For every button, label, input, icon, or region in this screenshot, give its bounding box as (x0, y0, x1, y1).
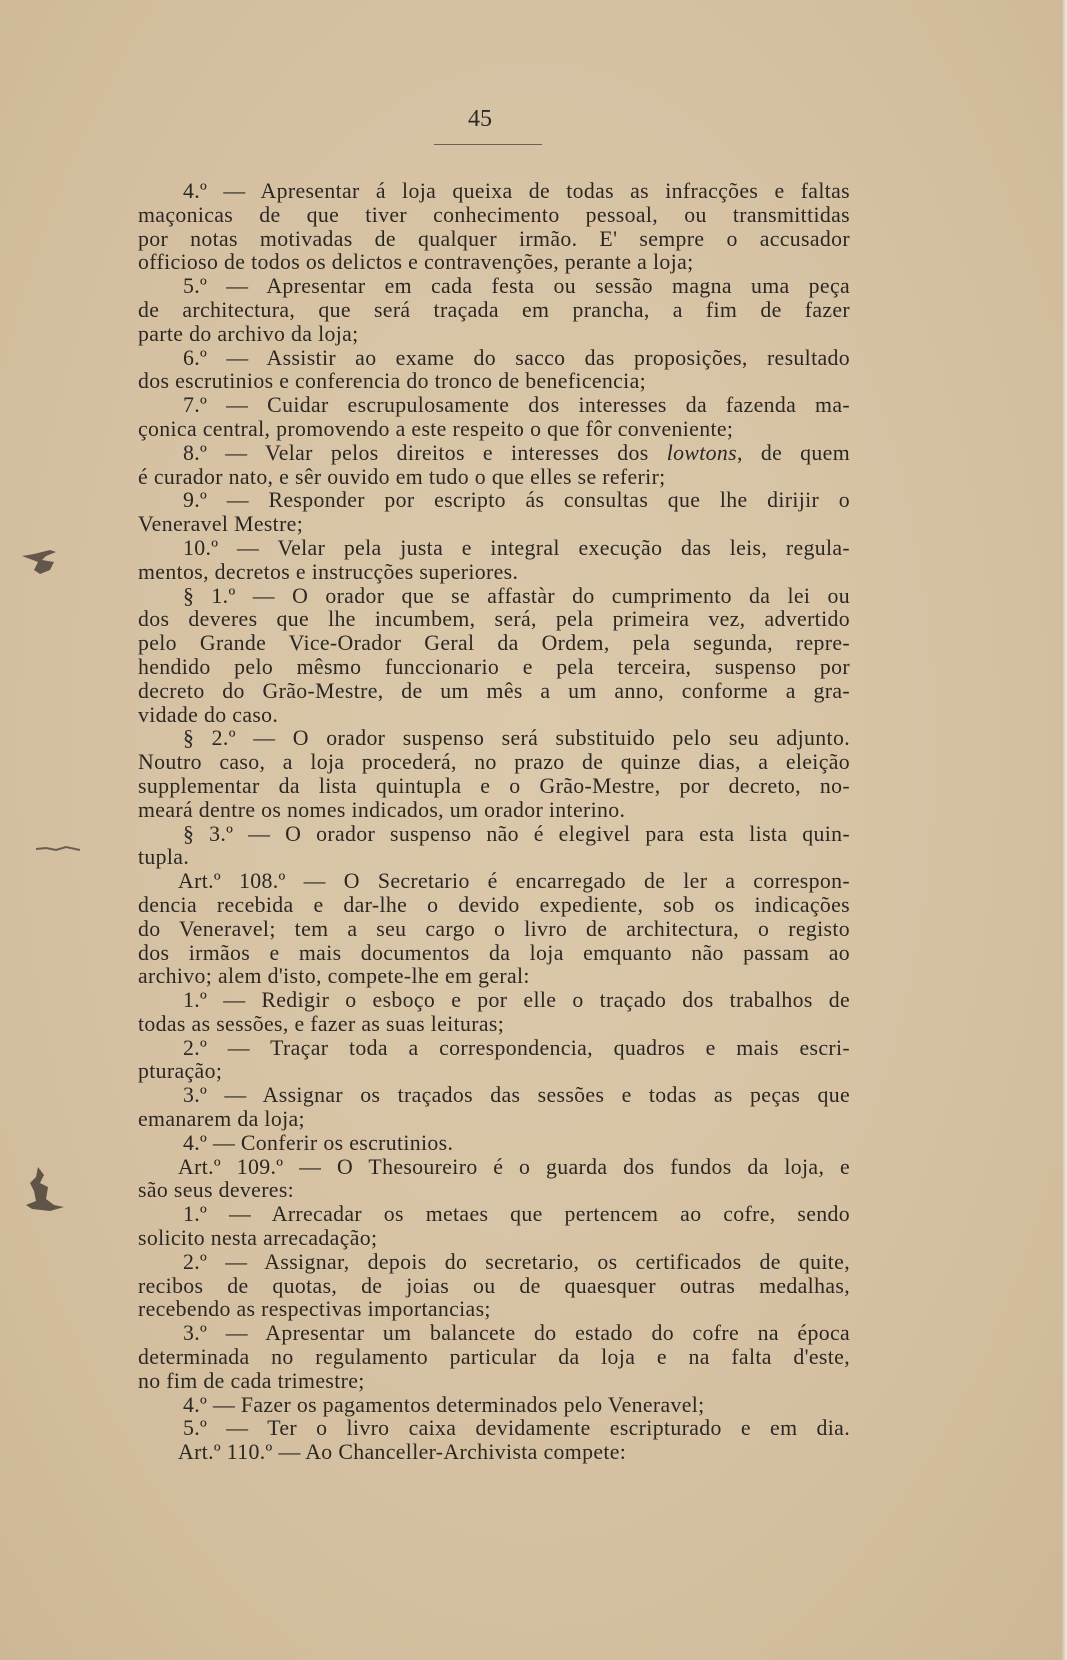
text-line: 5.º — Apresentar em cada festa ou sessão magna uma peça (183, 274, 850, 299)
text-line: § 1.º — O orador que se affastàr do cumprimento da lei ou (183, 583, 850, 608)
text-line: dos escrutinios e conferencia do tronco de beneficencia; (138, 369, 646, 394)
text-line: çonica central, promovendo a este respeito o que fôr conveniente; (138, 416, 734, 441)
text-line: § 2.º — O orador suspenso será substituido pelo seu adjunto. (183, 726, 850, 751)
text-line: Noutro caso, a loja procederá, no prazo de quinze dias, a eleição (138, 750, 850, 775)
text-line: recibos de quotas, de joias ou de quaesquer outras medalhas, (138, 1273, 850, 1298)
text-line: 10.º — Velar pela justa e integral execução das leis, regula- (183, 535, 850, 560)
text-line: é curador nato, e sêr ouvido em tudo o que elles se referir; (138, 464, 666, 489)
text-line: 1.º — Redigir o esboço e por elle o traçado dos trabalhos de (183, 988, 850, 1013)
page-number: 45 (468, 106, 492, 132)
text-line: vidade do caso. (138, 702, 279, 727)
page-number-rule (434, 144, 542, 145)
text-line: 4.º — Apresentar á loja queixa de todas as infracções e faltas (183, 179, 850, 203)
text-line: tupla. (138, 845, 190, 870)
margin-blemish-icon (36, 838, 80, 846)
text-line: 9.º — Responder por escripto ás consultas que lhe dirijir o (183, 488, 850, 513)
text-line: emanarem da loja; (138, 1107, 305, 1132)
text-line: Art.º 110.º — Ao Chanceller-Archivista compete: (178, 1440, 627, 1465)
text-line: por notas motivadas de qualquer irmão. E' sempre o accusador (138, 226, 850, 251)
text-line: pturação; (138, 1059, 223, 1084)
text-line: 1.º — Arrecadar os metaes que pertencem ao cofre, sendo (183, 1202, 850, 1227)
text-line: maçonicas de que tiver conhecimento pessoal, ou transmittidas (138, 202, 850, 227)
text-line: § 3.º — O orador suspenso não é elegivel para esta lista quin- (183, 821, 850, 846)
text-line: officioso de todos os delictos e contravenções, perante a loja; (138, 250, 694, 275)
text-line: 7.º — Cuidar escrupulosamente dos interesses da fazenda ma- (183, 393, 850, 418)
text-line: solicito nesta arrecadação; (138, 1226, 378, 1251)
text-line: Art.º 108.º — O Secretario é encarregado de ler a correspon- (178, 869, 850, 894)
text-line: 4.º — Fazer os pagamentos determinados pelo Veneravel; (183, 1392, 705, 1417)
text-line: 5.º — Ter o livro caixa devidamente escripturado e em dia. (183, 1416, 850, 1441)
text-line: 2.º — Traçar toda a correspondencia, quadros e mais escri- (183, 1035, 850, 1060)
text-line: supplementar da lista quintupla e o Grão-Mestre, por decreto, no- (138, 773, 850, 798)
margin-blemish-icon (20, 548, 60, 578)
text-line: dos irmãos e mais documentos da loja emquanto não passam ao (138, 940, 850, 965)
text-line: 6.º — Assistir ao exame do sacco das proposições, resultado (183, 345, 850, 370)
text-line: parte do archivo da loja; (138, 321, 359, 346)
text-line: determinada no regulamento particular da loja e na falta d'este, (138, 1345, 850, 1370)
text-line: Art.º 109.º — O Thesoureiro é o guarda dos fundos da loja, e (178, 1154, 850, 1179)
text-line: recebendo as respectivas importancias; (138, 1297, 491, 1322)
text-line: archivo; alem d'isto, compete-lhe em geral: (138, 964, 530, 989)
text-line: pelo Grande Vice-Orador Geral da Ordem, pela segunda, repre- (138, 631, 850, 656)
text-line: 8.º — Velar pelos direitos e interesses dos lowtons, de quem (183, 440, 850, 465)
text-line: 4.º — Conferir os escrutinios. (183, 1130, 454, 1155)
text-line: de architectura, que será traçada em prancha, a fim de fazer (138, 297, 850, 322)
text-line: 2.º — Assignar, depois do secretario, os certificados de quite, (183, 1249, 850, 1274)
text-line: dos deveres que lhe incumbem, será, pela primeira vez, advertido (138, 607, 850, 632)
text-line: 3.º — Assignar os traçados das sessões e todas as peças que (183, 1083, 850, 1108)
text-line: Veneravel Mestre; (138, 512, 304, 537)
page-edge (1061, 0, 1067, 1660)
margin-blemish-icon (20, 1165, 70, 1215)
text-line: hendido pelo mêsmo funccionario e pela terceira, suspenso por (138, 654, 850, 679)
text-line: são seus deveres: (138, 1178, 295, 1203)
text-line: no fim de cada trimestre; (138, 1368, 365, 1393)
text-line: meará dentre os nomes indicados, um orador interino. (138, 797, 626, 822)
text-line: mentos, decretos e instrucções superiores. (138, 559, 519, 584)
text-line: todas as sessões, e fazer as suas leituras; (138, 1011, 505, 1036)
text-line: 3.º — Apresentar um balancete do estado do cofre na época (183, 1321, 850, 1346)
text-line: do Veneravel; tem a seu cargo o livro de architectura, o registo (138, 916, 850, 941)
body-text (138, 180, 850, 1465)
text-line: dencia recebida e dar-lhe o devido expediente, sob os indicações (138, 892, 850, 917)
text-line: decreto do Grão-Mestre, de um mês a um anno, conforme a gra- (138, 678, 850, 703)
